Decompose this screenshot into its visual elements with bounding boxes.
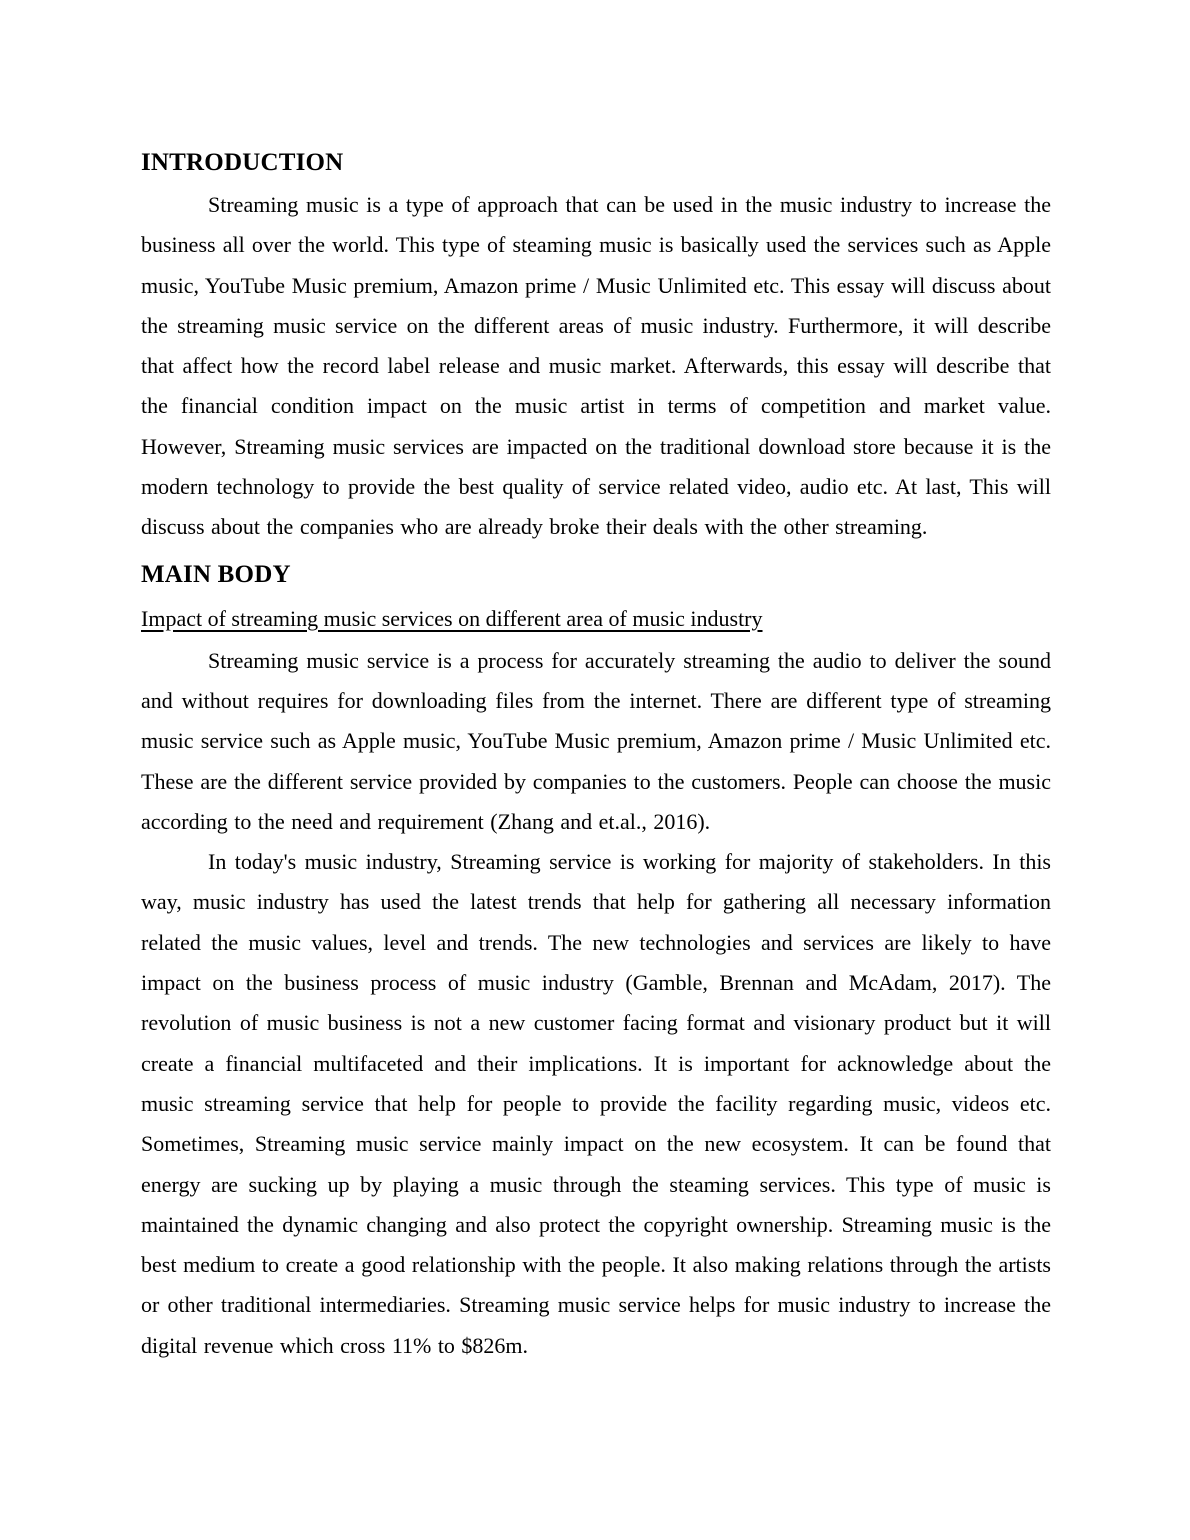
heading-introduction: INTRODUCTION: [141, 149, 344, 176]
paragraph-introduction: Streaming music is a type of approach that can be used in the music industry to increase the business all over the world. This type of steaming music is basically used the services such as Apple music, YouTube Music premium, Amazon prime / Music Unlimited etc. This essay will discuss about the streaming music service on the different areas of music industry. Furthermore, it will describe that affect how the record label release and music market. Afterwards, this essay will describe that the financial condition impact on the music artist in terms of competition and market value. However, Streaming music services are impacted on the traditional download store because it is the modern technology to provide the best quality of service related video, audio etc. At last, This will discuss about the companies who are already broke their deals with the other streaming.: [141, 192, 1051, 540]
subheading-impact-of-streaming: Impact of streaming music services on different area of music industry: [141, 605, 763, 631]
paragraph-streaming-service-process: Streaming music service is a process for accurately streaming the audio to deliver the sound and without requires for downloading files from the internet. There are different type of streaming music service such as Apple music, YouTube Music premium, Amazon prime / Music Unlimited etc. These are the different service provided by companies to the customers. People can choose the music according to the need and requirement (Zhang and et.al., 2016).: [141, 647, 1051, 834]
paragraph-todays-music-industry: In today's music industry, Streaming service is working for majority of stakeholders. In this way, music industry has used the latest trends that help for gathering all necessary information related the music values, level and trends. The new technologies and services are likely to have impact on the business process of music industry (Gamble, Brennan and McAdam, 2017). The revolution of music business is not a new customer facing format and visionary product but it will create a financial multifaceted and their implications. It is important for acknowledge about the music streaming service that help for people to provide the facility regarding music, videos etc. Sometimes, Streaming music service mainly impact on the new ecosystem. It can be found that energy are sucking up by playing a music through the steaming services. This type of music is maintained the dynamic changing and also protect the copyright ownership. Streaming music is the best medium to create a good relationship with the people. It also making relations through the artists or other traditional intermediaries. Streaming music service helps for music industry to increase the digital revenue which cross 11% to $826m.: [141, 849, 1051, 1358]
heading-main-body: MAIN BODY: [141, 560, 291, 588]
